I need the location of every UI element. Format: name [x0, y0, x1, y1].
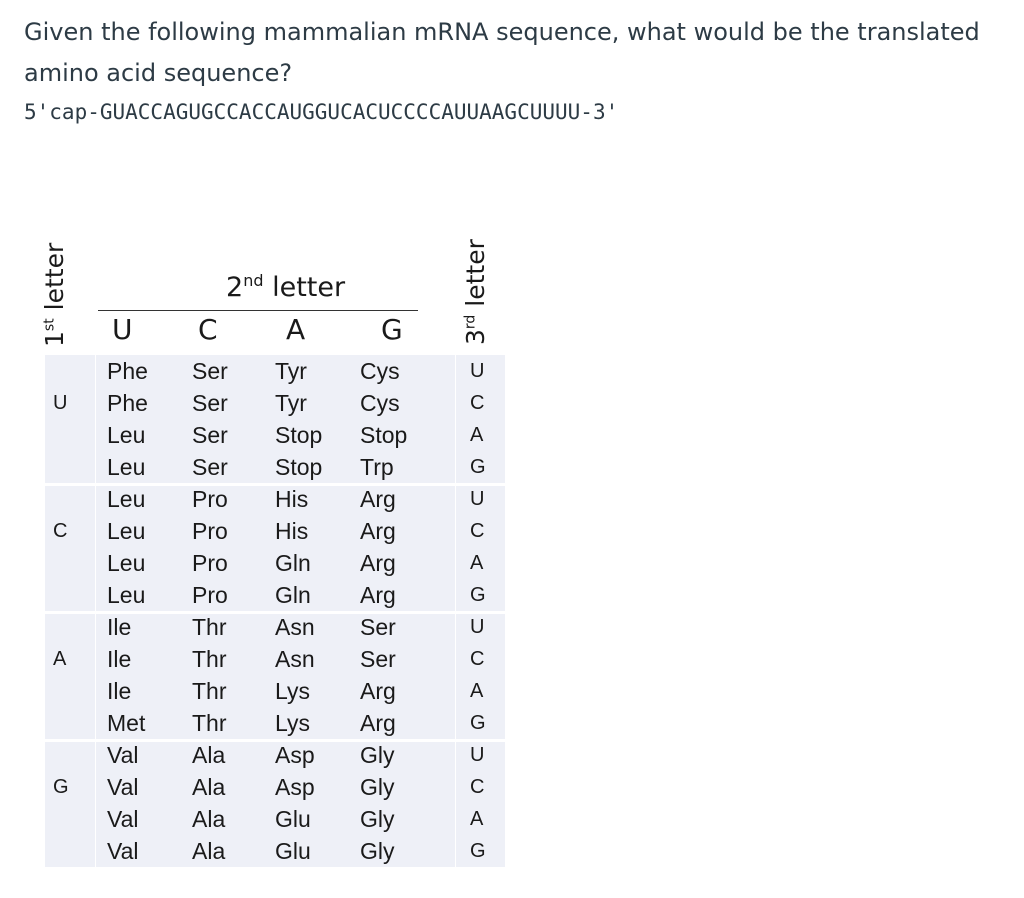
second-letter-label: 2nd letter	[226, 271, 346, 303]
amino-acid-cell: Gly	[360, 742, 395, 768]
amino-acid-cell: Val	[107, 838, 139, 864]
amino-acid-cell: Ser	[192, 390, 228, 416]
amino-acid-cell: Arg	[360, 486, 396, 512]
amino-acid-cell: Phe	[107, 358, 148, 384]
amino-acid-cell: Stop	[360, 422, 408, 448]
amino-acid-cell: Ser	[192, 454, 228, 480]
amino-acid-cell: Glu	[275, 838, 311, 864]
first-base-label: A	[53, 648, 67, 670]
amino-acid-cell: Lys	[275, 710, 310, 736]
amino-acid-cell: Tyr	[275, 358, 307, 384]
amino-acid-cell: Stop	[275, 422, 323, 448]
amino-acid-cell: Leu	[107, 422, 146, 448]
amino-acid-cell: Phe	[107, 390, 148, 416]
amino-acid-cell: Ser	[360, 614, 396, 640]
third-base-label: C	[470, 648, 485, 670]
amino-acid-cell: Gly	[360, 806, 395, 832]
amino-acid-cell: Pro	[192, 518, 228, 544]
amino-acid-cell: Stop	[275, 454, 323, 480]
third-base-label: U	[470, 360, 485, 382]
second-base-g: G	[381, 313, 403, 346]
third-base-label: G	[470, 584, 486, 606]
amino-acid-cell: His	[275, 486, 309, 512]
second-base-c: C	[198, 313, 218, 346]
first-base-label: G	[53, 776, 69, 798]
second-base-u: U	[112, 313, 133, 346]
amino-acid-cell: Thr	[192, 646, 227, 672]
third-base-label: C	[470, 520, 485, 542]
amino-acid-cell: Lys	[275, 678, 310, 704]
amino-acid-cell: Leu	[107, 454, 146, 480]
first-base-label: C	[53, 520, 68, 542]
amino-acid-cell: Ile	[107, 614, 132, 640]
amino-acid-cell: Pro	[192, 550, 228, 576]
amino-acid-cell: His	[275, 518, 309, 544]
amino-acid-cell: Ala	[192, 838, 226, 864]
amino-acid-cell: Ser	[192, 422, 228, 448]
codon-grid	[45, 355, 505, 867]
amino-acid-cell: Leu	[107, 550, 146, 576]
amino-acid-cell: Arg	[360, 518, 396, 544]
second-base-a: A	[286, 313, 306, 346]
amino-acid-cell: Asn	[275, 614, 315, 640]
amino-acid-cell: Tyr	[275, 390, 307, 416]
third-base-label: U	[470, 488, 485, 510]
codon-table-figure	[0, 195, 520, 885]
third-base-label: U	[470, 616, 485, 638]
amino-acid-cell: Thr	[192, 614, 227, 640]
amino-acid-cell: Ala	[192, 806, 226, 832]
amino-acid-cell: Thr	[192, 710, 227, 736]
amino-acid-cell: Asp	[275, 742, 315, 768]
third-base-label: A	[470, 680, 484, 702]
third-base-label: C	[470, 776, 485, 798]
first-base-label: U	[53, 392, 68, 414]
amino-acid-cell: Pro	[192, 582, 228, 608]
third-base-label: G	[470, 712, 486, 734]
amino-acid-cell: Leu	[107, 486, 146, 512]
amino-acid-cell: Trp	[360, 454, 394, 480]
amino-acid-cell: Val	[107, 774, 139, 800]
amino-acid-cell: Pro	[192, 486, 228, 512]
header-rule	[98, 310, 418, 311]
amino-acid-cell: Arg	[360, 678, 396, 704]
third-base-label: A	[470, 424, 484, 446]
amino-acid-cell: Thr	[192, 678, 227, 704]
amino-acid-cell: Val	[107, 742, 139, 768]
mrna-sequence: 5'cap-GUACCAGUGCCACCAUGGUCACUCCCCAUUAAGCUUUU-3'	[24, 100, 619, 124]
amino-acid-cell: Asp	[275, 774, 315, 800]
amino-acid-cell: Gln	[275, 550, 311, 576]
amino-acid-cell: Glu	[275, 806, 311, 832]
third-base-label: G	[470, 840, 486, 862]
third-base-label: G	[470, 456, 486, 478]
amino-acid-cell: Cys	[360, 358, 400, 384]
amino-acid-cell: Ile	[107, 678, 132, 704]
amino-acid-cell: Ser	[192, 358, 228, 384]
amino-acid-cell: Ala	[192, 774, 226, 800]
amino-acid-cell: Ala	[192, 742, 226, 768]
amino-acid-cell: Leu	[107, 582, 146, 608]
amino-acid-cell: Ser	[360, 646, 396, 672]
first-letter-label: 1st letter	[40, 242, 69, 347]
amino-acid-cell: Arg	[360, 710, 396, 736]
amino-acid-cell: Cys	[360, 390, 400, 416]
amino-acid-cell: Leu	[107, 518, 146, 544]
amino-acid-cell: Val	[107, 806, 139, 832]
third-base-label: C	[470, 392, 485, 414]
amino-acid-cell: Ile	[107, 646, 132, 672]
amino-acid-cell: Gly	[360, 838, 395, 864]
amino-acid-cell: Met	[107, 710, 146, 736]
amino-acid-cell: Gly	[360, 774, 395, 800]
amino-acid-cell: Arg	[360, 550, 396, 576]
third-base-label: U	[470, 744, 485, 766]
amino-acid-cell: Arg	[360, 582, 396, 608]
third-base-label: A	[470, 552, 484, 574]
third-letter-label: 3rd letter	[461, 239, 490, 345]
amino-acid-cell: Asn	[275, 646, 315, 672]
amino-acid-cell: Gln	[275, 582, 311, 608]
third-base-label: A	[470, 808, 484, 830]
question-text: Given the following mammalian mRNA sequence, what would be the translated amino acid sequence?	[24, 18, 980, 87]
